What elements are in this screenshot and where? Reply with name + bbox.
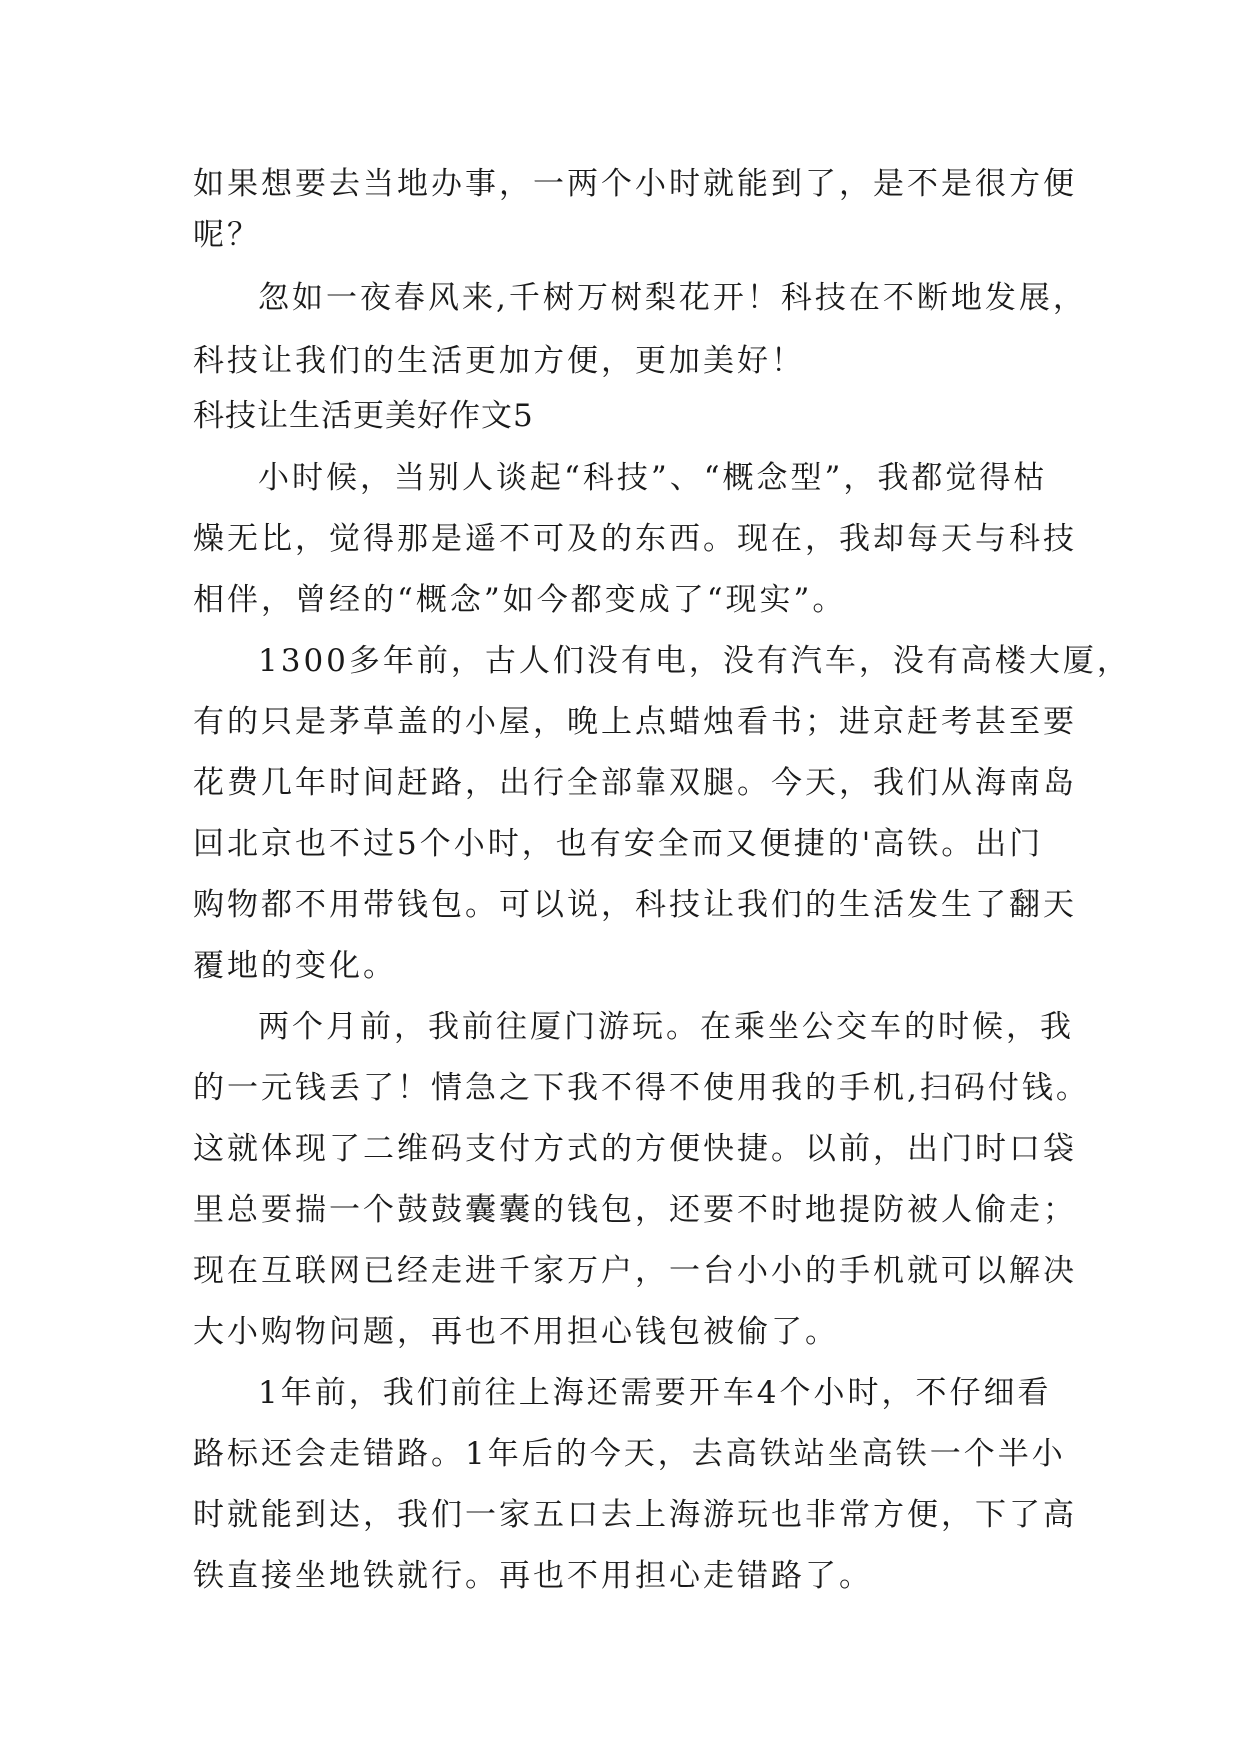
paragraph-line: 购物都不用带钱包。可以说，科技让我们的生活发生了翻天 [193, 887, 1077, 923]
paragraph-line: 小时候，当别人谈起“科技”、“概念型”，我都觉得枯 [258, 460, 1048, 496]
paragraph-line: 1年前，我们前往上海还需要开车4个小时，不仔细看 [258, 1375, 1052, 1411]
section-title: 科技让生活更美好作文5 [193, 398, 534, 434]
paragraph-line: 这就体现了二维码支付方式的方便快捷。以前，出门时口袋 [193, 1131, 1077, 1167]
paragraph-line: 回北京也不过5个小时，也有安全而又便捷的'高铁。出门 [193, 826, 1044, 862]
paragraph-line: 1300多年前，古人们没有电，没有汽车，没有高楼大厦， [258, 643, 1131, 679]
paragraph-line: 现在互联网已经走进千家万户，一台小小的手机就可以解决 [193, 1253, 1077, 1289]
paragraph-line: 如果想要去当地办事，一两个小时就能到了，是不是很方便 [193, 166, 1077, 202]
paragraph-line: 花费几年时间赶路，出行全部靠双腿。今天，我们从海南岛 [193, 765, 1077, 801]
paragraph-line: 燥无比，觉得那是遥不可及的东西。现在，我却每天与科技 [193, 521, 1077, 557]
paragraph-line: 的一元钱丢了！情急之下我不得不使用我的手机,扫码付钱。 [193, 1070, 1090, 1106]
paragraph-line: 有的只是茅草盖的小屋，晚上点蜡烛看书；进京赶考甚至要 [193, 704, 1077, 740]
paragraph-line: 忽如一夜春风来,千树万树梨花开！科技在不断地发展， [258, 280, 1087, 316]
paragraph-line: 科技让我们的生活更加方便，更加美好！ [193, 343, 805, 379]
paragraph-line: 呢？ [193, 217, 261, 253]
paragraph-line: 大小购物问题，再也不用担心钱包被偷了。 [193, 1314, 839, 1350]
paragraph-line: 铁直接坐地铁就行。再也不用担心走错路了。 [193, 1558, 873, 1594]
paragraph-line: 路标还会走错路。1年后的今天，去高铁站坐高铁一个半小 [193, 1436, 1066, 1472]
paragraph-line: 时就能到达，我们一家五口去上海游玩也非常方便，下了高 [193, 1497, 1077, 1533]
paragraph-line: 里总要揣一个鼓鼓囊囊的钱包，还要不时地提防被人偷走； [193, 1192, 1077, 1228]
paragraph-line: 相伴，曾经的“概念”如今都变成了“现实”。 [193, 582, 847, 618]
paragraph-line: 两个月前，我前往厦门游玩。在乘坐公交车的时候，我 [258, 1009, 1074, 1045]
paragraph-line: 覆地的变化。 [193, 948, 397, 984]
